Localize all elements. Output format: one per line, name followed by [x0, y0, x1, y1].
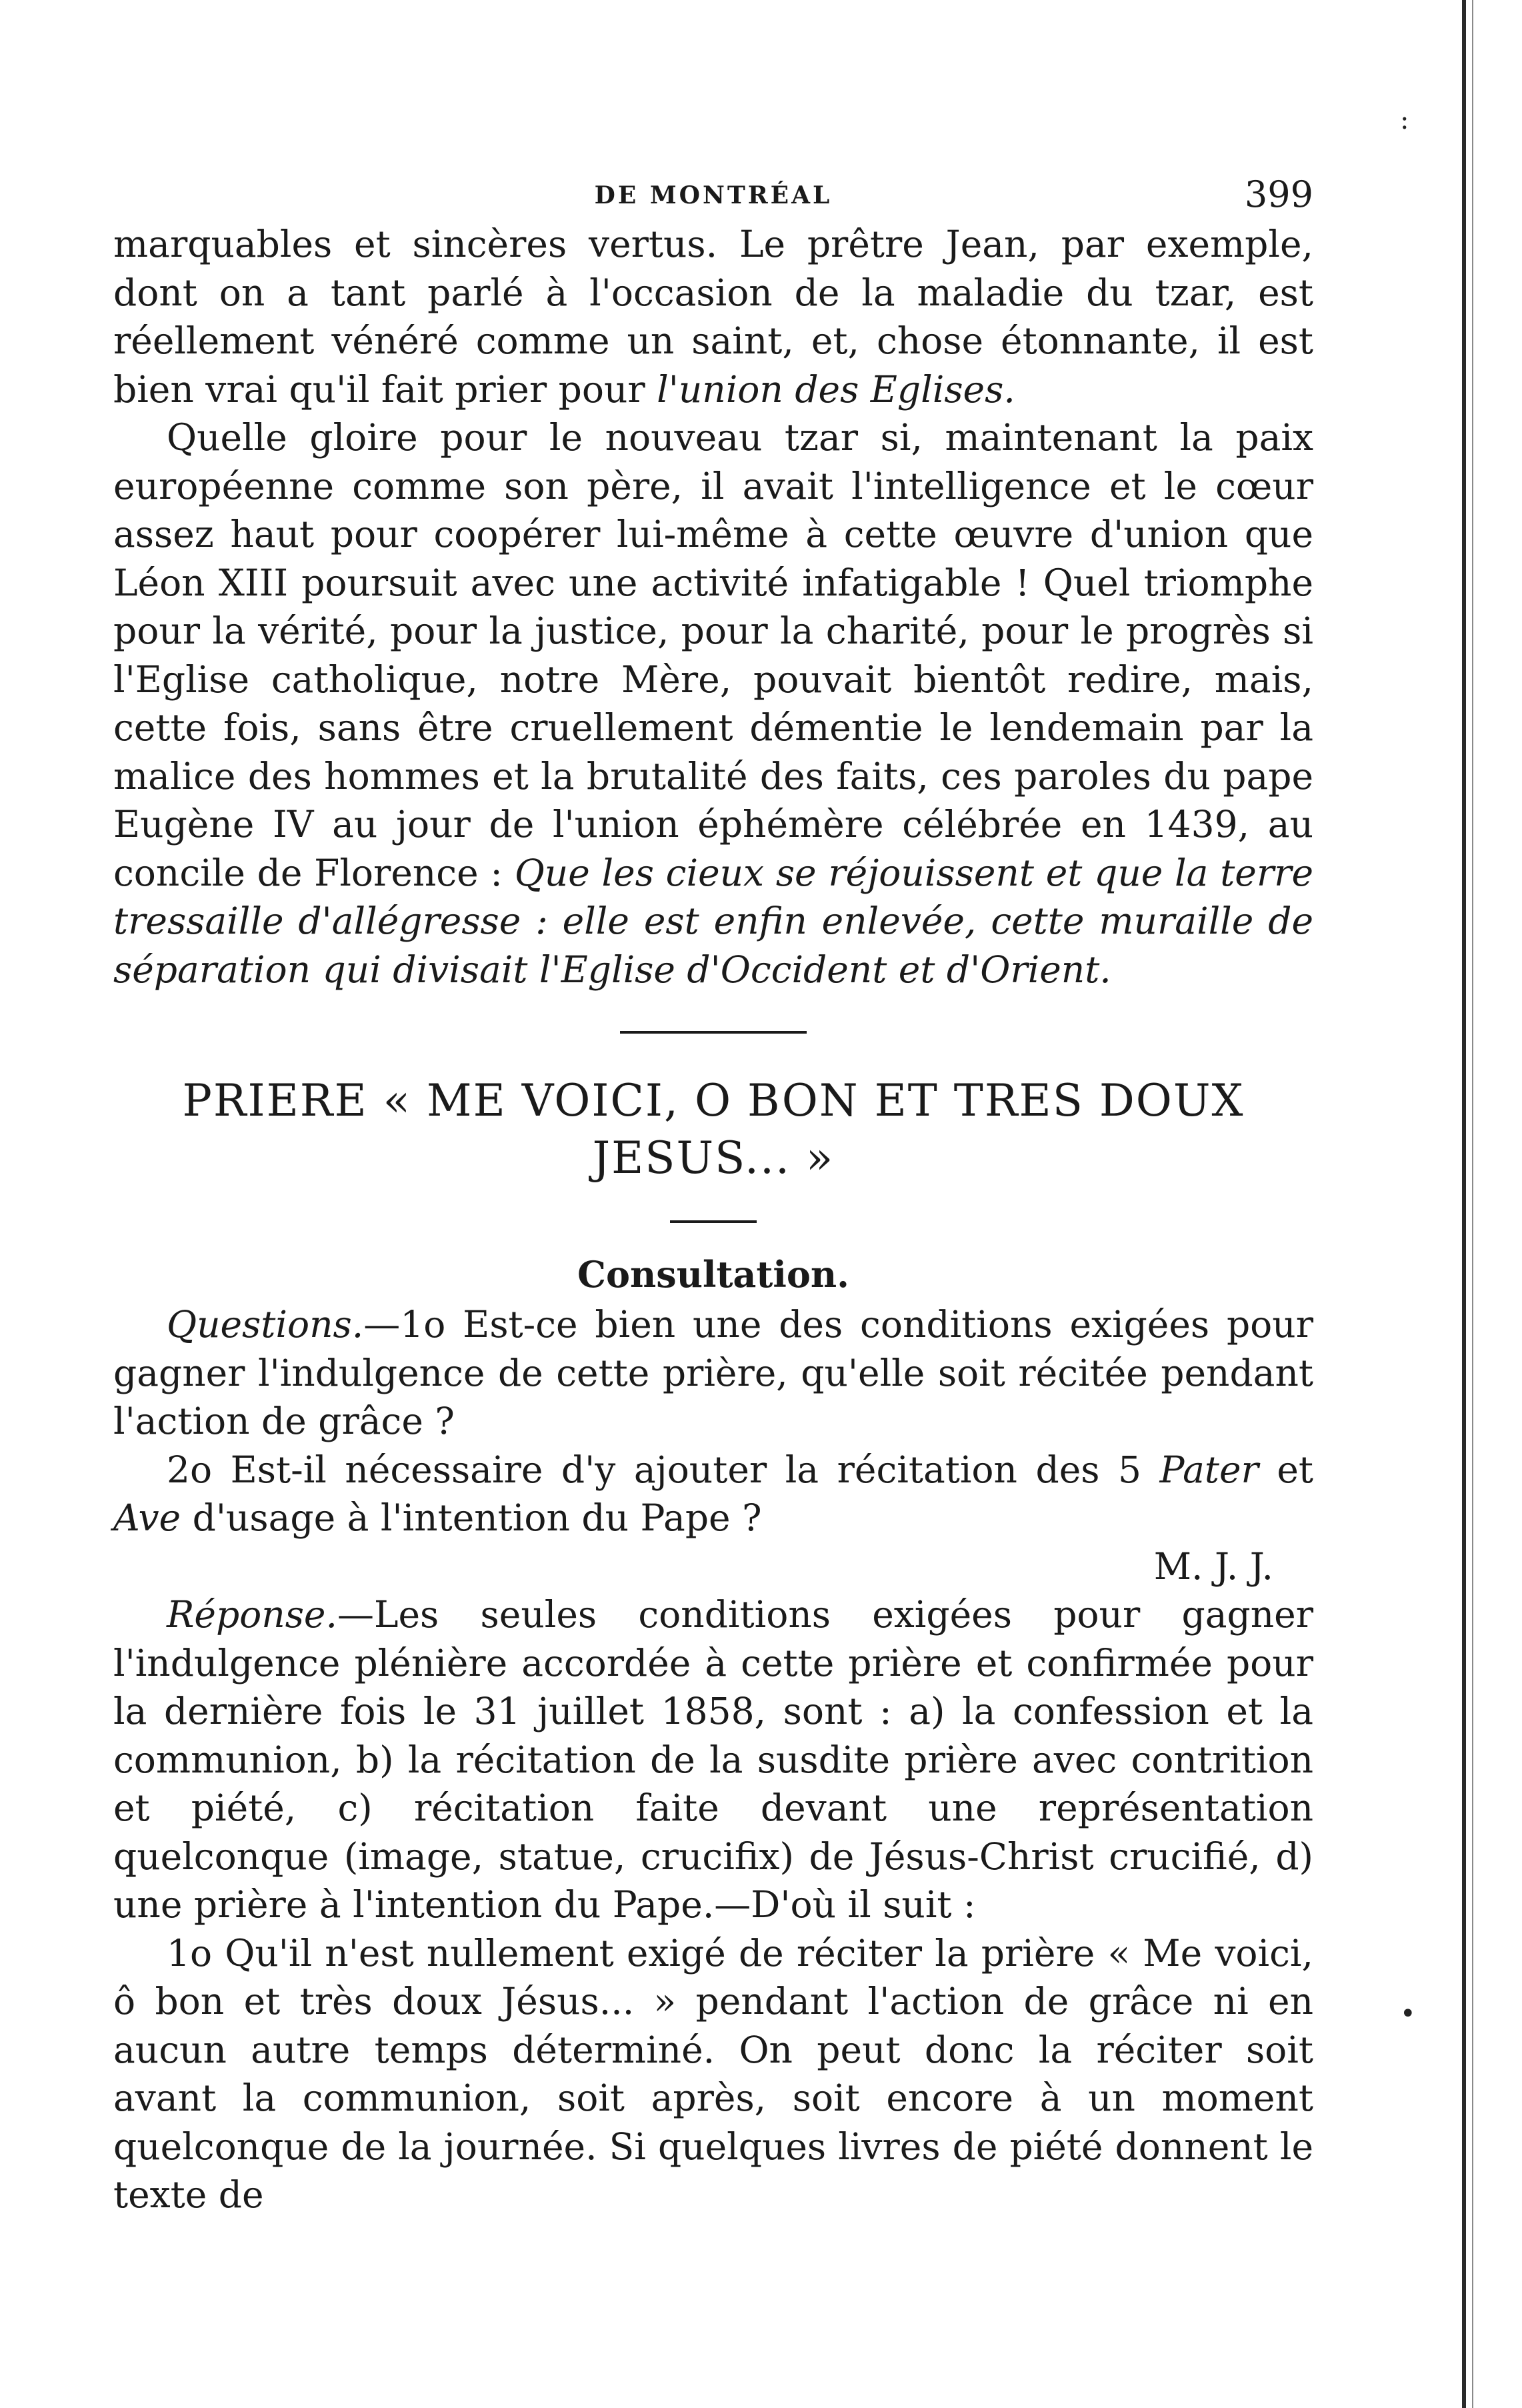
section-subtitle: Consultation. — [577, 1253, 849, 1296]
questions-label: Questions. — [167, 1303, 364, 1346]
page-edge-rule — [1462, 0, 1466, 2408]
opening-paragraph — [113, 220, 1313, 413]
question-2 — [113, 1446, 1313, 1542]
second-paragraph — [113, 413, 1313, 994]
question-2-end: d'usage à l'intention du Pape ? — [181, 1496, 762, 1539]
questions-signature: M. J. J. — [1153, 1544, 1273, 1588]
page-number: 399 — [1244, 173, 1313, 215]
running-head-title: DE MONTRÉAL — [594, 181, 833, 209]
second-paragraph-text: Quelle gloire pour le nouveau tzar si, maintenant la paix européenne comme son père, il avait l'intelligence et le cœur assez haut pour coopérer lui-même à cette œuvre d'union que Léon XIII poursuit avec une activité infatigable ! Quel triomphe pour la vérité, pour la justice, pour la charité, pour le progrès si l'Eglise catholique, notre Mère, pouvait bientôt redire, mais, cette fois, sans être cruellement démentie le lendemain par la malice des hommes et la brutalité des faits, ces paroles du pape Eugène IV au jour de l'union éphémère célébrée en 1439, au concile de Florence : — [113, 416, 1313, 894]
subsection-divider — [670, 1220, 757, 1223]
margin-mark-top: : — [1400, 105, 1409, 135]
questions-signature-row — [113, 1542, 1313, 1591]
answer-label: Réponse. — [167, 1593, 337, 1636]
section-title: PRIERE « ME VOICI, O BON ET TRES DOUX JESUS... » — [182, 1075, 1245, 1184]
pater-word: Pater — [1159, 1448, 1259, 1491]
opening-paragraph-text: marquables et sincères vertus. Le prêtre Jean, par exemple, dont on a tant parlé à l'occasion de la maladie du tzar, est réellement vénéré comme un saint, et, chose étonnante, il est bien vrai qu'il fait prier pour — [113, 223, 1313, 411]
margin-mark-lower: • — [1400, 1999, 1416, 2029]
book-page — [113, 173, 1313, 2219]
question-2-mid: et — [1258, 1448, 1313, 1491]
opening-paragraph-italic: l'union des Eglises. — [657, 367, 1015, 411]
eugene-iv-quote: Que les cieux se réjouissent et que la terre tressaille d'allégresse : elle est enfin enlevée, cette muraille de séparation qui divisait l'Eglise d'Occident et d'Orient. — [113, 851, 1313, 991]
question-1-text: —1o Est-ce bien une des conditions exigées pour gagner l'indulgence de cette prière, qu'elle soit récitée pendant l'action de grâce ? — [113, 1303, 1313, 1442]
question-2-start: 2o Est-il nécessaire d'y ajouter la récitation des 5 — [167, 1448, 1160, 1491]
page-edge-rule-thin — [1472, 0, 1473, 2408]
running-head — [113, 173, 1313, 220]
answer-paragraph — [113, 1590, 1313, 1929]
body-text — [113, 220, 1313, 2219]
answer-text: —Les seules conditions exigées pour gagner l'indulgence plénière accordée à cette prière et confirmée pour la dernière fois le 31 juillet 1858, sont : a) la confession et la communion, b) la récitation de la susdite prière avec contrition et piété, c) récitation faite devant une représentation quelconque (image, statue, crucifix) de Jésus-Christ crucifié, d) une prière à l'intention du Pape.—D'où il suit : — [113, 1593, 1313, 1926]
section-divider — [620, 1031, 807, 1034]
ave-word: Ave — [113, 1496, 181, 1539]
question-1 — [113, 1300, 1313, 1446]
final-paragraph: 1o Qu'il n'est nullement exigé de réciter la prière « Me voici, ô bon et très doux Jésus... » pendant l'action de grâce ni en aucun autre temps déterminé. On peut donc la réciter soit avant la communion, soit après, soit encore à un moment quelconque de la journée. Si quelques livres de piété donnent le texte de — [113, 1931, 1313, 2216]
